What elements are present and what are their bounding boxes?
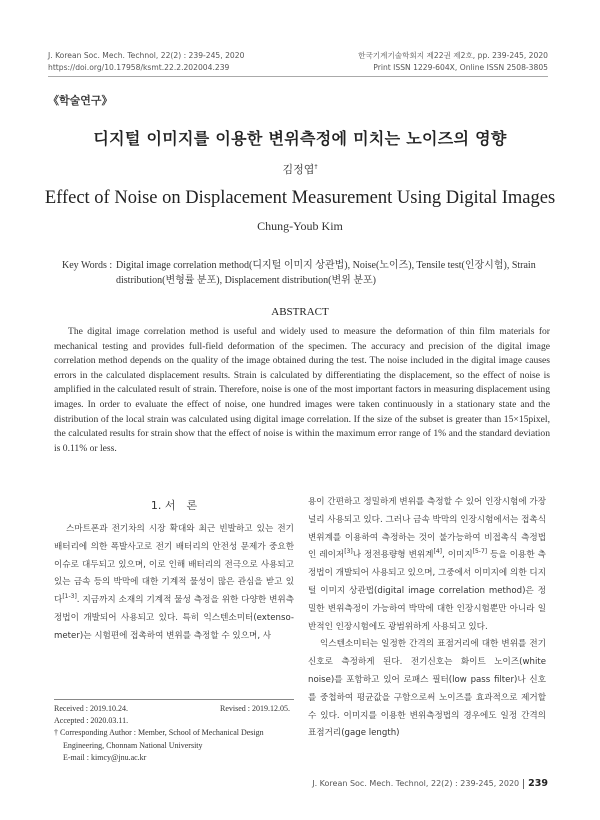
page-footer xyxy=(312,778,548,789)
keywords xyxy=(62,258,552,288)
citation-ref[interactable]: [5-7] xyxy=(472,548,488,556)
footer-citation: J. Korean Soc. Mech. Technol, 22(2) : 239-245, 2020 xyxy=(312,779,520,788)
body-text: 등을 이용한 측정법이 개발되어 사용되고 있으며, 그중에서 이미지에 의한 디지털 이미지 상관법(digital image correlation method)은 정밀한 변위측정이 가능하여 박막에 대한 인장시험뿐만 아니라 일반적인 인장시험에도 광범위하게 사용되고 있다. xyxy=(308,550,546,632)
received-date: Received : 2019.10.24. xyxy=(54,704,128,713)
article-category: 《학술연구》 xyxy=(48,94,113,107)
journal-citation: J. Korean Soc. Mech. Technol, 22(2) : 239-245, 2020 xyxy=(48,51,245,60)
title-english: Effect of Noise on Displacement Measurement Using Digital Images xyxy=(44,188,556,208)
journal-citation-korean: 한국기계기술학회지 제22권 제2호, pp. 239-245, 2020 xyxy=(358,51,548,60)
title-korean: 디지털 이미지를 이용한 변위측정에 미치는 노이즈의 영향 xyxy=(93,129,507,148)
abstract-heading: ABSTRACT xyxy=(271,306,329,318)
corresponding-mark: † xyxy=(314,163,318,171)
body-text: 스마트폰과 전기차의 시장 확대와 최근 빈발하고 있는 전기 배터리에 의한 폭발사고로 전기 배터리의 안전성 문제가 중요한 이슈로 대두되고 있으며, 이로 인해 배터리의 전극으로 사용되고 있는 금속 등의 박막에 대한 기계적 물성이 많은 관심을 받고 있다 xyxy=(54,524,294,606)
revised-date: Revised : 2019.12.05. xyxy=(220,704,290,713)
citation-ref[interactable]: [1-3] xyxy=(62,593,77,601)
body-text: 나 정전용량형 변위계 xyxy=(352,550,434,561)
body-text: . 지금까지 소재의 기계적 물성 측정을 위한 다양한 변위측정법이 개발되어 사용되고 있다. 특히 익스텐소미터(extenso-meter)는 시험편에 접촉하여 변위를 측정할 수 있으며, 사 xyxy=(54,595,294,641)
corresponding-author: † Corresponding Author : Member, School of Mechanical Design xyxy=(54,728,264,738)
doi-link[interactable]: https://doi.org/10.17958/ksmt.22.2.202004.239 xyxy=(48,63,230,72)
header-divider xyxy=(48,76,548,77)
accepted-date: Accepted : 2020.03.11. xyxy=(54,716,129,726)
author-english: Chung-Youb Kim xyxy=(257,219,343,233)
author-korean xyxy=(0,161,600,177)
issn-info: Print ISSN 1229-604X, Online ISSN 2508-3805 xyxy=(373,63,548,72)
page-number: 239 xyxy=(528,778,548,789)
author-email[interactable]: E-mail : kimcy@jnu.ac.kr xyxy=(63,752,147,762)
section-heading: 1. 서 론 xyxy=(150,499,198,512)
body-paragraph-right-2: 익스텐소미터는 일정한 간격의 표점거리에 대한 변위를 전기신호로 측정하게 된다. 전기신호는 화이트 노이즈(white noise)를 포함하고 있어 로패스 필터(low pass filter)나 신호를 중첩하여 평균값을 구함으로써 노이즈를 효과적으로 제거할 수 있다. 이미지를 이용한 변위측정법의 경우에도 일정 간격의 표점거리(gage length) xyxy=(308,639,546,739)
dates-row xyxy=(54,703,294,715)
keywords-text: Digital image correlation method(디지털 이미지 상관법), Noise(노이즈), Tensile test(인장시험), Strain distribution(변형률 분포), Displacement distribution(변위 분포) xyxy=(116,260,536,286)
running-header-left xyxy=(48,50,244,74)
running-header-right xyxy=(358,50,548,74)
body-paragraph-left xyxy=(54,521,294,646)
footnote-divider xyxy=(54,699,294,700)
body-column-right xyxy=(308,494,546,743)
abstract-text: The digital image correlation method is useful and widely used to measure the deformation of thin film materials for mechanical testing and provides full-field deformation of the specimen. The accuracy and precision of the digital image correlation method depends on the quality of the image obtained during the test. The noise included in the digital image causes errors in the calculated displacement results. Strain is calculated by differentiating the displacement, so the effect of noise is amplified in the calculated result of strain. Therefore, noise is one of the most important factors in measuring displacement using images. In order to evaluate the effect of noise, one hundred images were taken continuously in a stationary state and the distribution of the local strain was calculated using digital image correlation. If the size of the subset is greater than 15×15pixel, the calculated results for strain show that the effect of noise is within the maximum error range of 1% and the standard deviation is 0.11% or less. xyxy=(54,326,550,454)
citation-ref[interactable]: [4] xyxy=(433,548,442,556)
citation-ref[interactable]: [3] xyxy=(344,548,353,556)
body-paragraph-right-1 xyxy=(308,494,546,636)
author-korean-name: 김정엽 xyxy=(282,163,315,176)
body-text: , 이미지 xyxy=(441,550,473,561)
corresponding-affiliation: Engineering, Chonnam National University xyxy=(63,740,203,750)
keywords-label: Key Words : xyxy=(62,260,113,271)
body-text: 용이 간편하고 정밀하게 변위를 측정할 수 있어 인장시험에 가장 널리 사용되고 있다. 그러나 금속 박막의 인장시험에서는 접촉식 변위계를 이용하여 측정하는 것이 불가능하여 비접촉식 측정법인 레이저 xyxy=(308,497,546,561)
footnote xyxy=(54,703,294,764)
footer-separator xyxy=(523,779,524,789)
